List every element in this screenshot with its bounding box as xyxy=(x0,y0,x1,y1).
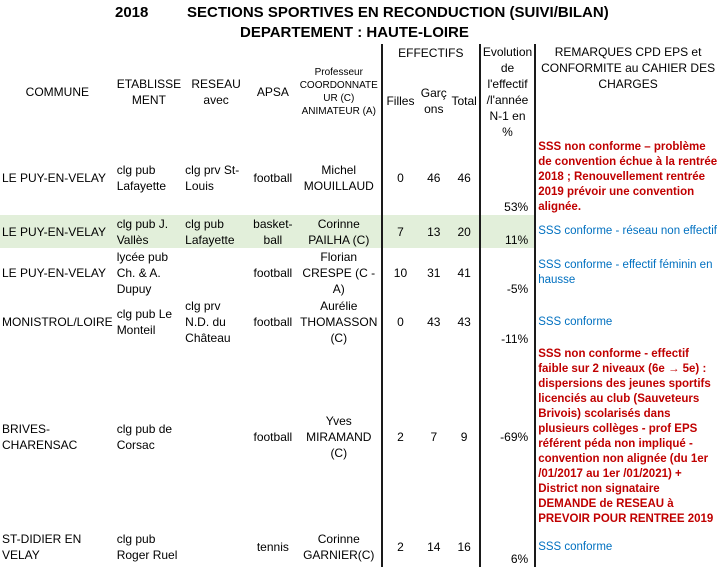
cell-garcons: 31 xyxy=(427,265,441,280)
table-row xyxy=(0,215,720,248)
cell-evolution: -69% xyxy=(480,347,535,527)
cell-garcons: 14 xyxy=(427,540,441,554)
table-row xyxy=(0,347,720,527)
cell-reseau xyxy=(183,347,249,527)
cell-total: 41 xyxy=(457,265,471,280)
cell-total: 46 xyxy=(457,170,471,185)
cell-apsa: football xyxy=(253,315,293,329)
cell-animateur: Michel MOUILLAUD xyxy=(303,162,374,193)
cell-commune: ST-DIDIER EN VELAY xyxy=(2,532,82,562)
cell-etablissement: clg pub Lafayette xyxy=(116,162,167,193)
cell-commune: BRIVES-CHARENSAC xyxy=(2,422,78,452)
title-main: SECTIONS SPORTIVES EN RECONDUCTION (SUIVI/BILAN) xyxy=(187,4,609,21)
cell-commune: LE PUY-EN-VELAY xyxy=(2,170,107,185)
cell-animateur: Aurélie THOMASSON (C) xyxy=(300,299,378,345)
col-garcons: Garç ons xyxy=(420,85,447,116)
cell-remarque: SSS conforme xyxy=(535,527,720,567)
cell-total: 43 xyxy=(457,315,471,329)
cell-total: 16 xyxy=(457,540,471,554)
cell-evolution: 6% xyxy=(480,527,535,567)
cell-reseau: clg pub Lafayette xyxy=(185,216,235,247)
cell-evolution: 53% xyxy=(480,140,535,215)
col-remarques: REMARQUES CPD EPS et CONFORMITE au CAHIER DES CHARGES xyxy=(535,44,720,140)
cell-reseau: clg prv N.D. du Château xyxy=(185,299,231,345)
cell-apsa: football xyxy=(253,170,293,185)
cell-animateur: Corinne PAILHA (C) xyxy=(308,216,370,247)
cell-filles: 2 xyxy=(382,347,418,527)
cell-remarque: SSS non conforme – problème de convention échue à la rentrée 2018 ; Renouvellement rentrée 2019 prévoir une convention alignée. xyxy=(535,140,720,215)
cell-filles: 0 xyxy=(382,140,418,215)
col-effectifs: EFFECTIFS xyxy=(382,44,480,61)
cell-filles: 7 xyxy=(382,215,418,248)
cell-reseau xyxy=(183,248,249,297)
cell-garcons: 7 xyxy=(430,430,438,444)
col-filles: Filles xyxy=(382,61,418,140)
table-row xyxy=(0,140,720,215)
cell-etablissement: clg pub Le Monteil xyxy=(116,307,173,337)
cell-evolution: 11% xyxy=(480,215,535,248)
cell-reseau: clg prv St-Louis xyxy=(185,162,240,193)
header-row-1 xyxy=(0,44,720,61)
cell-apsa: football xyxy=(253,430,293,444)
cell-remarque: SSS conforme - effectif féminin en hausse xyxy=(535,248,720,297)
cell-etablissement: clg pub de Corsac xyxy=(116,422,173,452)
cell-remarque: SSS conforme - réseau non effectif xyxy=(535,215,720,248)
cell-total: 20 xyxy=(457,224,471,239)
cell-filles: 2 xyxy=(382,527,418,567)
cell-apsa: basket-ball xyxy=(253,216,293,247)
cell-reseau xyxy=(183,527,249,567)
cell-animateur: Florian CRESPE (C - A) xyxy=(302,249,376,296)
cell-commune: LE PUY-EN-VELAY xyxy=(2,265,107,280)
cell-filles: 0 xyxy=(382,297,418,347)
cell-evolution: -11% xyxy=(480,297,535,347)
col-evolution: Evolution de l'effectif /l'année N-1 en % xyxy=(480,44,535,140)
col-apsa: APSA xyxy=(256,85,289,99)
cell-apsa: football xyxy=(253,265,293,280)
col-commune: COMMUNE xyxy=(25,85,89,99)
col-total: Total xyxy=(451,93,477,108)
cell-animateur: Yves MIRAMAND (C) xyxy=(306,414,372,460)
page-title xyxy=(0,4,720,48)
table-row xyxy=(0,527,720,567)
cell-garcons: 13 xyxy=(427,224,441,239)
cell-remarque: SSS non conforme - effectif faible sur 2 niveaux (6e → 5e) : dispersions des jeunes sportifs licenciés au club (Sauveteurs Brivois) scolarisés dans plusieurs collèges - prof EPS référent péda non impliqué - convention non alignée (du 1er /01/2017 au 1er /01/2021) + District non signataire DEMANDE de RESEAU à PREVOIR POUR RENTREE 2019 xyxy=(535,347,720,527)
cell-apsa: tennis xyxy=(256,540,289,554)
sections-table xyxy=(0,44,720,567)
col-professeur: Professeur COORDONNATE UR (C) ANIMATEUR (A) xyxy=(299,67,378,117)
cell-evolution: -5% xyxy=(480,248,535,297)
title-departement: DEPARTEMENT : HAUTE-LOIRE xyxy=(240,24,469,41)
cell-etablissement: clg pub Roger Ruel xyxy=(116,532,178,562)
col-etablissement: ETABLISSE MENT xyxy=(116,77,182,107)
cell-etablissement: clg pub J. Vallès xyxy=(116,216,169,247)
cell-garcons: 46 xyxy=(427,170,441,185)
cell-remarque: SSS conforme xyxy=(535,297,720,347)
cell-total: 9 xyxy=(460,430,468,444)
cell-garcons: 43 xyxy=(427,315,441,329)
cell-etablissement: lycée pub Ch. & A. Dupuy xyxy=(116,249,169,296)
cell-commune: MONISTROL/LOIRE xyxy=(2,315,113,329)
table-row xyxy=(0,248,720,297)
cell-commune: LE PUY-EN-VELAY xyxy=(2,224,107,239)
cell-filles: 10 xyxy=(382,248,418,297)
table-row xyxy=(0,297,720,347)
cell-animateur: Corinne GARNIER(C) xyxy=(303,532,375,562)
title-year: 2018 xyxy=(115,4,149,21)
col-reseau: RESEAU avec xyxy=(191,77,241,107)
